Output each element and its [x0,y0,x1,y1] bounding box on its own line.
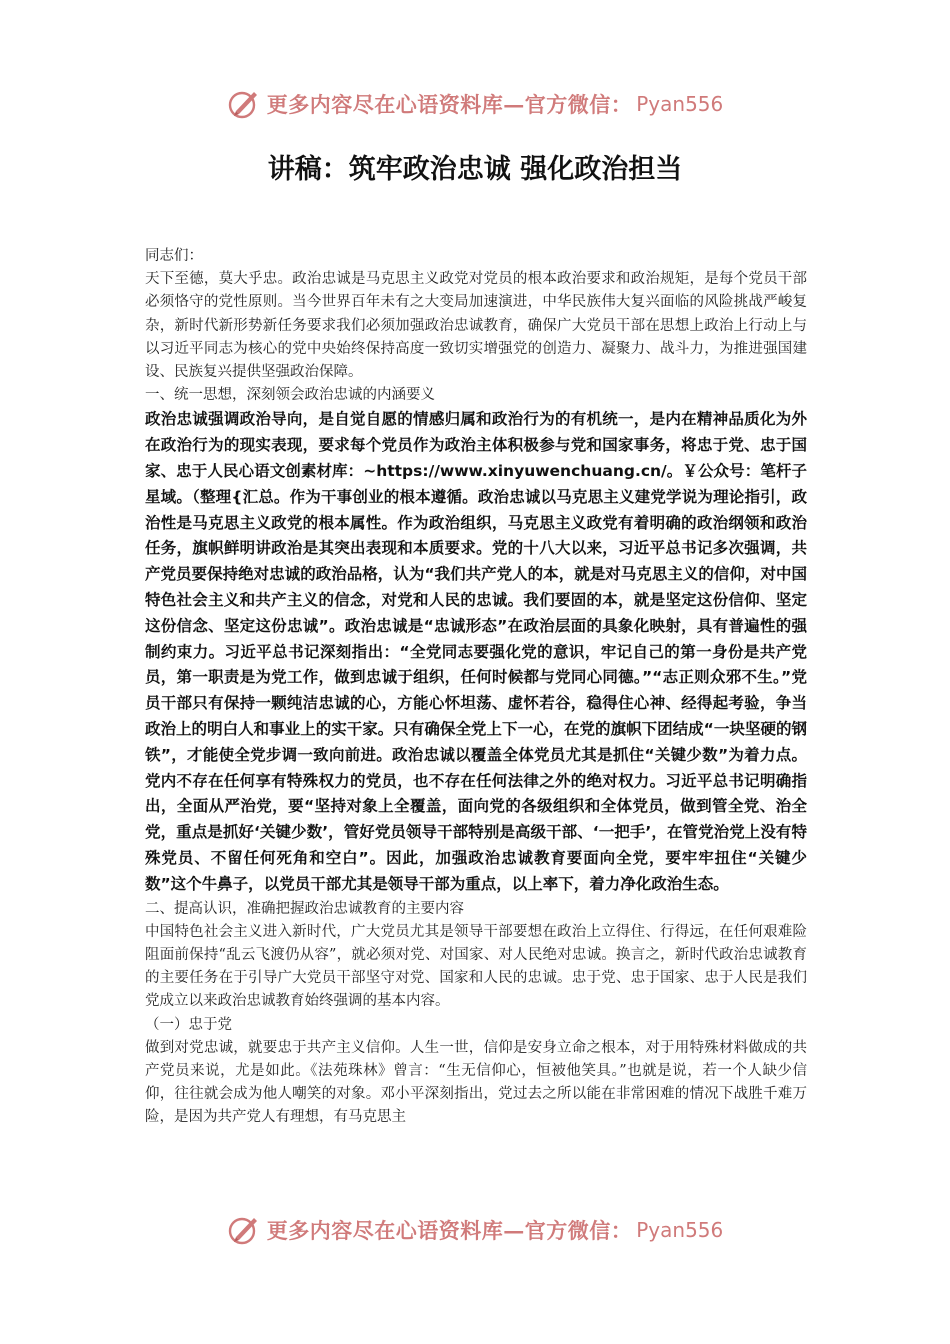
watermark-wechat-id: Pyan556 [636,92,724,116]
salutation: 同志们： [145,248,203,264]
pen-logo-icon [227,1213,261,1247]
subsection-1-paragraph: 做到对党忠诚，就要忠于共产主义信仰。人生一世，信仰是安身立命之根本，对于用特殊材料做成的共产党员来说，尤是如此。《法苑珠林》曾言：“生无信仰心，恒被他笑具。”也就是说，若一个人缺少信仰，往往就会成为他人嘲笑的对象。邓小平深刻指出，党过去之所以能在非常困难的情况下战胜千难万险，是因为共产党人有理想，有马克思主 [145,1039,807,1126]
document-title: 讲稿：筑牢政治忠诚 强化政治担当 [267,154,683,185]
intro-paragraph: 天下至德，莫大乎忠。政治忠诚是马克思主义政党对党员的根本政治要求和政治规矩，是每个党员干部必须恪守的党性原则。当今世界百年未有之大变局加速演进，中华民族伟大复兴面临的风险挑战严峻复杂，新时代新形势新任务要求我们必须加强政治忠诚教育，确保广大党员干部在思想上政治上行动上与以习近平同志为核心的党中央始终保持高度一致切实增强党的创造力、凝聚力、战斗力，为推进强国建设、民族复兴提供坚强政治保障。 [145,271,807,381]
subsection-heading-1: （一）忠于党 [145,1016,232,1033]
section-1-paragraph: 政治忠诚强调政治导向，是自觉自愿的情感归属和政治行为的有机统一，是内在精神品质化为外在政治行为的现实表现，要求每个党员作为政治主体积极参与党和国家事务，将忠于党、忠于国家、忠于人民心语文创素材库：~https://www.xinyuwenchuang.cn/。￥公众号：笔杆子星域。（整理{汇总。作为干事创业的根本遵循。政治忠诚以马克思主义建党学说为理论指引，政治性是马克思主义政党的根本属性。作为政治组织，马克思主义政党有着明确的政治纲领和政治任务，旗帜鲜明讲政治是其突出表现和本质要求。党的十八大以来，习近平总书记多次强调，共产党员要保持绝对忠诚的政治品格，认为“我们共产党人的本，就是对马克思主义的信仰，对中国特色社会主义和共产主义的信念，对党和人民的忠诚。我们要固的本，就是坚定这份信仰、坚定这份信念、坚定这份忠诚”。政治忠诚是“忠诚形态”在政治层面的具象化映射，具有普遍性的强制约束力。习近平总书记深刻指出：“全党同志要强化党的意识，牢记自己的第一身份是共产党员，第一职责是为党工作，做到忠诚于组织，任何时候都与党同心同德。”“志正则众邪不生。”党员干部只有保持一颗纯洁忠诚的心，方能心怀坦荡、虚怀若谷，稳得住心神、经得起考验，争当政治上的明白人和事业上的实干家。只有确保全党上下一心，在党的旗帜下团结成“一块坚硬的钢铁”，才能使全党步调一致向前进。政治忠诚以覆盖全体党员尤其是抓住“关键少数”为着力点。党内不存在任何享有特殊权力的党员，也不存在任何法律之外的绝对权力。习近平总书记明确指出，全面从严治党，要“坚持对象上全覆盖，面向党的各级组织和全体党员，做到管全党、治全党，重点是抓好‘关键少数’，管好党员领导干部特别是高级干部、‘一把手’，在管党治党上没有特殊党员、不留任何死角和空白”。因此，加强政治忠诚教育要面向全党，要牢牢扭住“关键少数”这个牛鼻子，以党员干部尤其是领导干部为重点，以上率下，着力净化政治生态。 [145,410,807,893]
watermark-text: 更多内容尽在心语资料库—官方微信： [266,1218,633,1243]
section-2-paragraph: 中国特色社会主义进入新时代，广大党员尤其是领导干部要想在政治上立得住、行得远，在任何艰难险阻面前保持“乱云飞渡仍从容”，就必须对党、对国家、对人民绝对忠诚。换言之，新时代政治忠诚教育的主要任务在于引导广大党员干部坚守对党、国家和人民的忠诚。忠于党、忠于国家、忠于人民是我们党成立以来政治忠诚教育始终强调的基本内容。 [145,923,807,1010]
section-heading-2: 二、提高认识，准确把握政治忠诚教育的主要内容 [145,900,464,917]
watermark-banner-top [0,84,950,124]
document-body [145,245,807,1130]
section-heading-1: 一、统一思想，深刻领会政治忠诚的内涵要义 [145,387,435,404]
watermark-banner-bottom [0,1210,950,1250]
watermark-wechat-id: Pyan556 [636,1218,724,1242]
watermark-text: 更多内容尽在心语资料库—官方微信： [266,92,633,117]
pen-logo-icon [227,87,261,121]
